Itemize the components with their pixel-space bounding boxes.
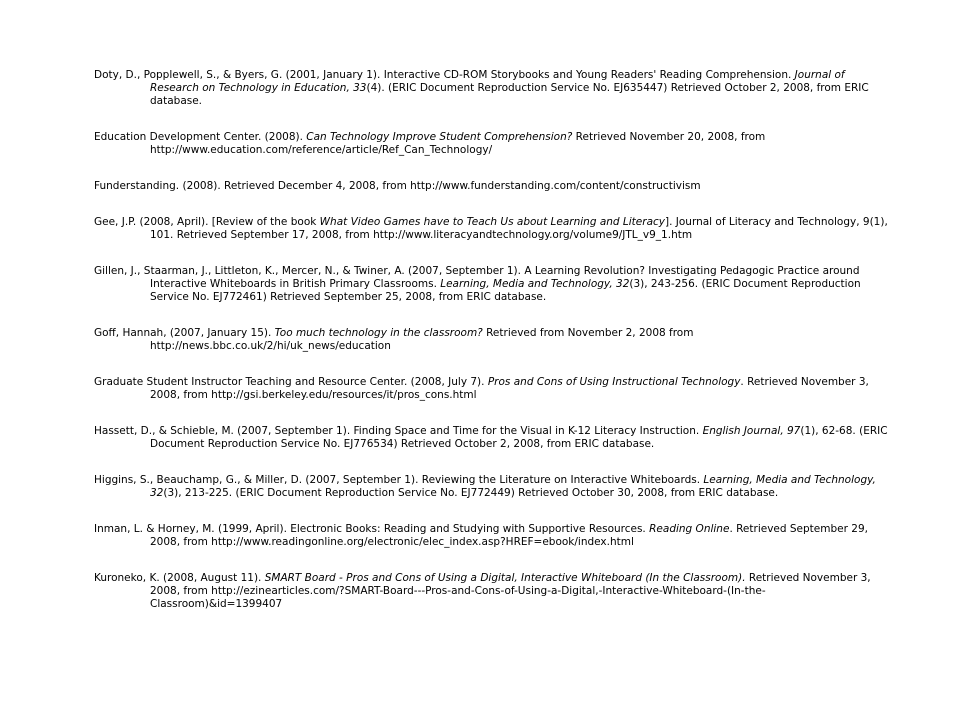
reference-entry: Funderstanding. (2008). Retrieved December 4, 2008, from http://www.funderstanding.com/content/constructivism (94, 180, 701, 192)
reference-entry: Gee, J.P. (2008, April). [Review of the book What Video Games have to Teach Us about Learning and Literacy]. Journal of Literacy and Technology, 9(1), 101. Retrieved September 17, 2008, from http://www.literacyandtechnology.org/volume9/JTL_v9_1.htm (94, 216, 888, 241)
reference-entry: Inman, L. & Horney, M. (1999, April). Electronic Books: Reading and Studying with Supportive Resources. Reading Online. Retrieved September 29, 2008, from http://www.readingonline.org/electronic/elec_index.asp?HREF=ebook/index.html (94, 523, 868, 548)
reference-list (94, 69, 894, 634)
reference-entry: Hassett, D., & Schieble, M. (2007, September 1). Finding Space and Time for the Visual in K-12 Literacy Instruction. English Journal, 97(1), 62-68. (ERIC Document Reproduction Service No. EJ776534) Retrieved October 2, 2008, from ERIC database. (94, 425, 888, 450)
reference-entry: Higgins, S., Beauchamp, G., & Miller, D. (2007, September 1). Reviewing the Literature on Interactive Whiteboards. Learning, Media and Technology, 32(3), 213-225. (ERIC Document Reproduction Service No. EJ772449) Retrieved October 30, 2008, from ERIC database. (94, 474, 876, 499)
reference-entry: Doty, D., Popplewell, S., & Byers, G. (2001, January 1). Interactive CD-ROM Storybooks and Young Readers' Reading Comprehension. Journal of Research on Technology in Education, 33(4). (ERIC Document Reproduction Service No. EJ635447) Retrieved October 2, 2008, from ERIC database. (94, 69, 869, 107)
reference-entry: Graduate Student Instructor Teaching and Resource Center. (2008, July 7). Pros and Cons of Using Instructional Technology. Retrieved November 3, 2008, from http://gsi.berkeley.edu/resources/it/pros_cons.html (94, 376, 869, 401)
reference-entry: Goff, Hannah, (2007, January 15). Too much technology in the classroom? Retrieved from November 2, 2008 from http://news.bbc.co.uk/2/hi/uk_news/education (94, 327, 694, 352)
reference-entry: Gillen, J., Staarman, J., Littleton, K., Mercer, N., & Twiner, A. (2007, September 1). A Learning Revolution? Investigating Pedagogic Practice around Interactive Whiteboards in British Primary Classrooms. Learning, Media and Technology, 32(3), 243-256. (ERIC Document Reproduction Service No. EJ772461) Retrieved September 25, 2008, from ERIC database. (94, 265, 861, 303)
reference-entry: Kuroneko, K. (2008, August 11). SMART Board - Pros and Cons of Using a Digital, Interactive Whiteboard (In the Classroom). Retrieved November 3, 2008, from http://ezinearticles.com/?SMART-Board---Pros-and-Cons-of-Using-a-Digital,-Interactive-Whiteboard-(In-the-Classroom)&id=1399407 (94, 572, 871, 610)
reference-entry: Education Development Center. (2008). Can Technology Improve Student Comprehension? Retrieved November 20, 2008, from http://www.education.com/reference/article/Ref_Can_Technology/ (94, 131, 766, 156)
